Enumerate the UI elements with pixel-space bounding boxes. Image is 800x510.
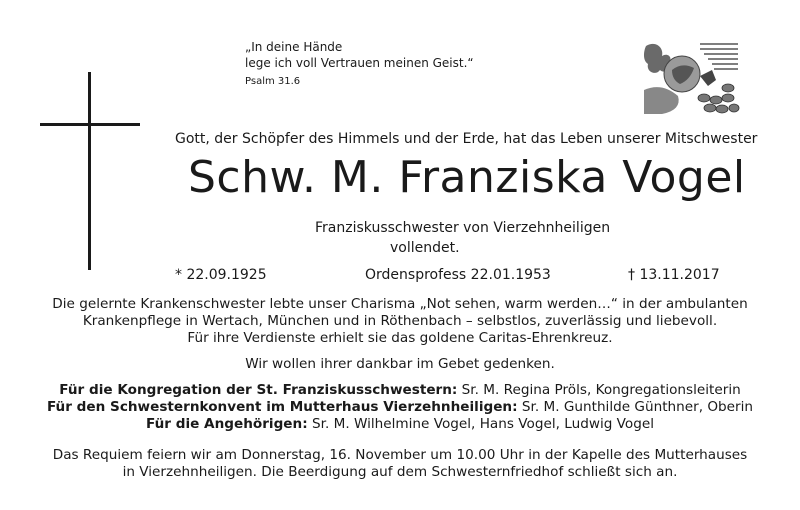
- requiem-line-2: in Vierzehnheiligen. Die Beerdigung auf dem Schwesternfriedhof schließt sich an.: [122, 464, 678, 480]
- prayer-line: Wir wollen ihrer dankbar im Gebet gedenken.: [245, 356, 555, 372]
- cross-icon-bar: [40, 123, 140, 126]
- quote-line-2: lege ich voll Vertrauen meinen Geist.“: [245, 56, 474, 70]
- intro-text: Gott, der Schöpfer des Himmels und der Erde, hat das Leben unserer Mitschwester: [175, 131, 758, 147]
- quote-source: Psalm 31.6: [245, 76, 301, 87]
- deceased-name: Schw. M. Franziska Vogel: [188, 152, 746, 203]
- tribute-line-3: Für ihre Verdienste erhielt sie das goldene Caritas-Ehrenkreuz.: [187, 330, 613, 346]
- signatory-names: Sr. M. Regina Pröls, Kongregationsleiterin: [457, 382, 741, 398]
- signatory-names: Sr. M. Gunthilde Günthner, Oberin: [517, 399, 754, 415]
- death-date: † 13.11.2017: [628, 267, 720, 283]
- signatory-family: [0, 416, 800, 433]
- order-affiliation: Franziskusschwester von Vierzehnheiligen: [315, 220, 611, 236]
- quote-line-1: „In deine Hände: [245, 40, 343, 54]
- tribute-line-1: Die gelernte Krankenschwester lebte unser Charisma „Not sehen, warm werden…“ in der ambulanten: [52, 296, 748, 312]
- signatory-label: Für den Schwesternkonvent im Mutterhaus Vierzehnheiligen:: [46, 399, 518, 415]
- signatory-congregation: [0, 382, 800, 399]
- franciscan-emblem-icon: [642, 40, 740, 116]
- signatory-names: Sr. M. Wilhelmine Vogel, Hans Vogel, Ludwig Vogel: [307, 416, 654, 432]
- requiem-line-1: Das Requiem feiern wir am Donnerstag, 16. November um 10.00 Uhr in der Kapelle des Mutterhauses: [52, 447, 748, 463]
- profession-date: Ordensprofess 22.01.1953: [365, 267, 551, 283]
- signatory-convent: [0, 399, 800, 416]
- cross-icon: [88, 72, 91, 270]
- completed-text: vollendet.: [390, 240, 460, 256]
- tribute-line-2: Krankenpflege in Wertach, München und in Röthenbach – selbstlos, zuverlässig und liebevoll.: [82, 313, 718, 329]
- signatory-label: Für die Kongregation der St. Franziskusschwestern:: [59, 382, 458, 398]
- birth-date: * 22.09.1925: [175, 267, 267, 283]
- signatory-label: Für die Angehörigen:: [145, 416, 308, 432]
